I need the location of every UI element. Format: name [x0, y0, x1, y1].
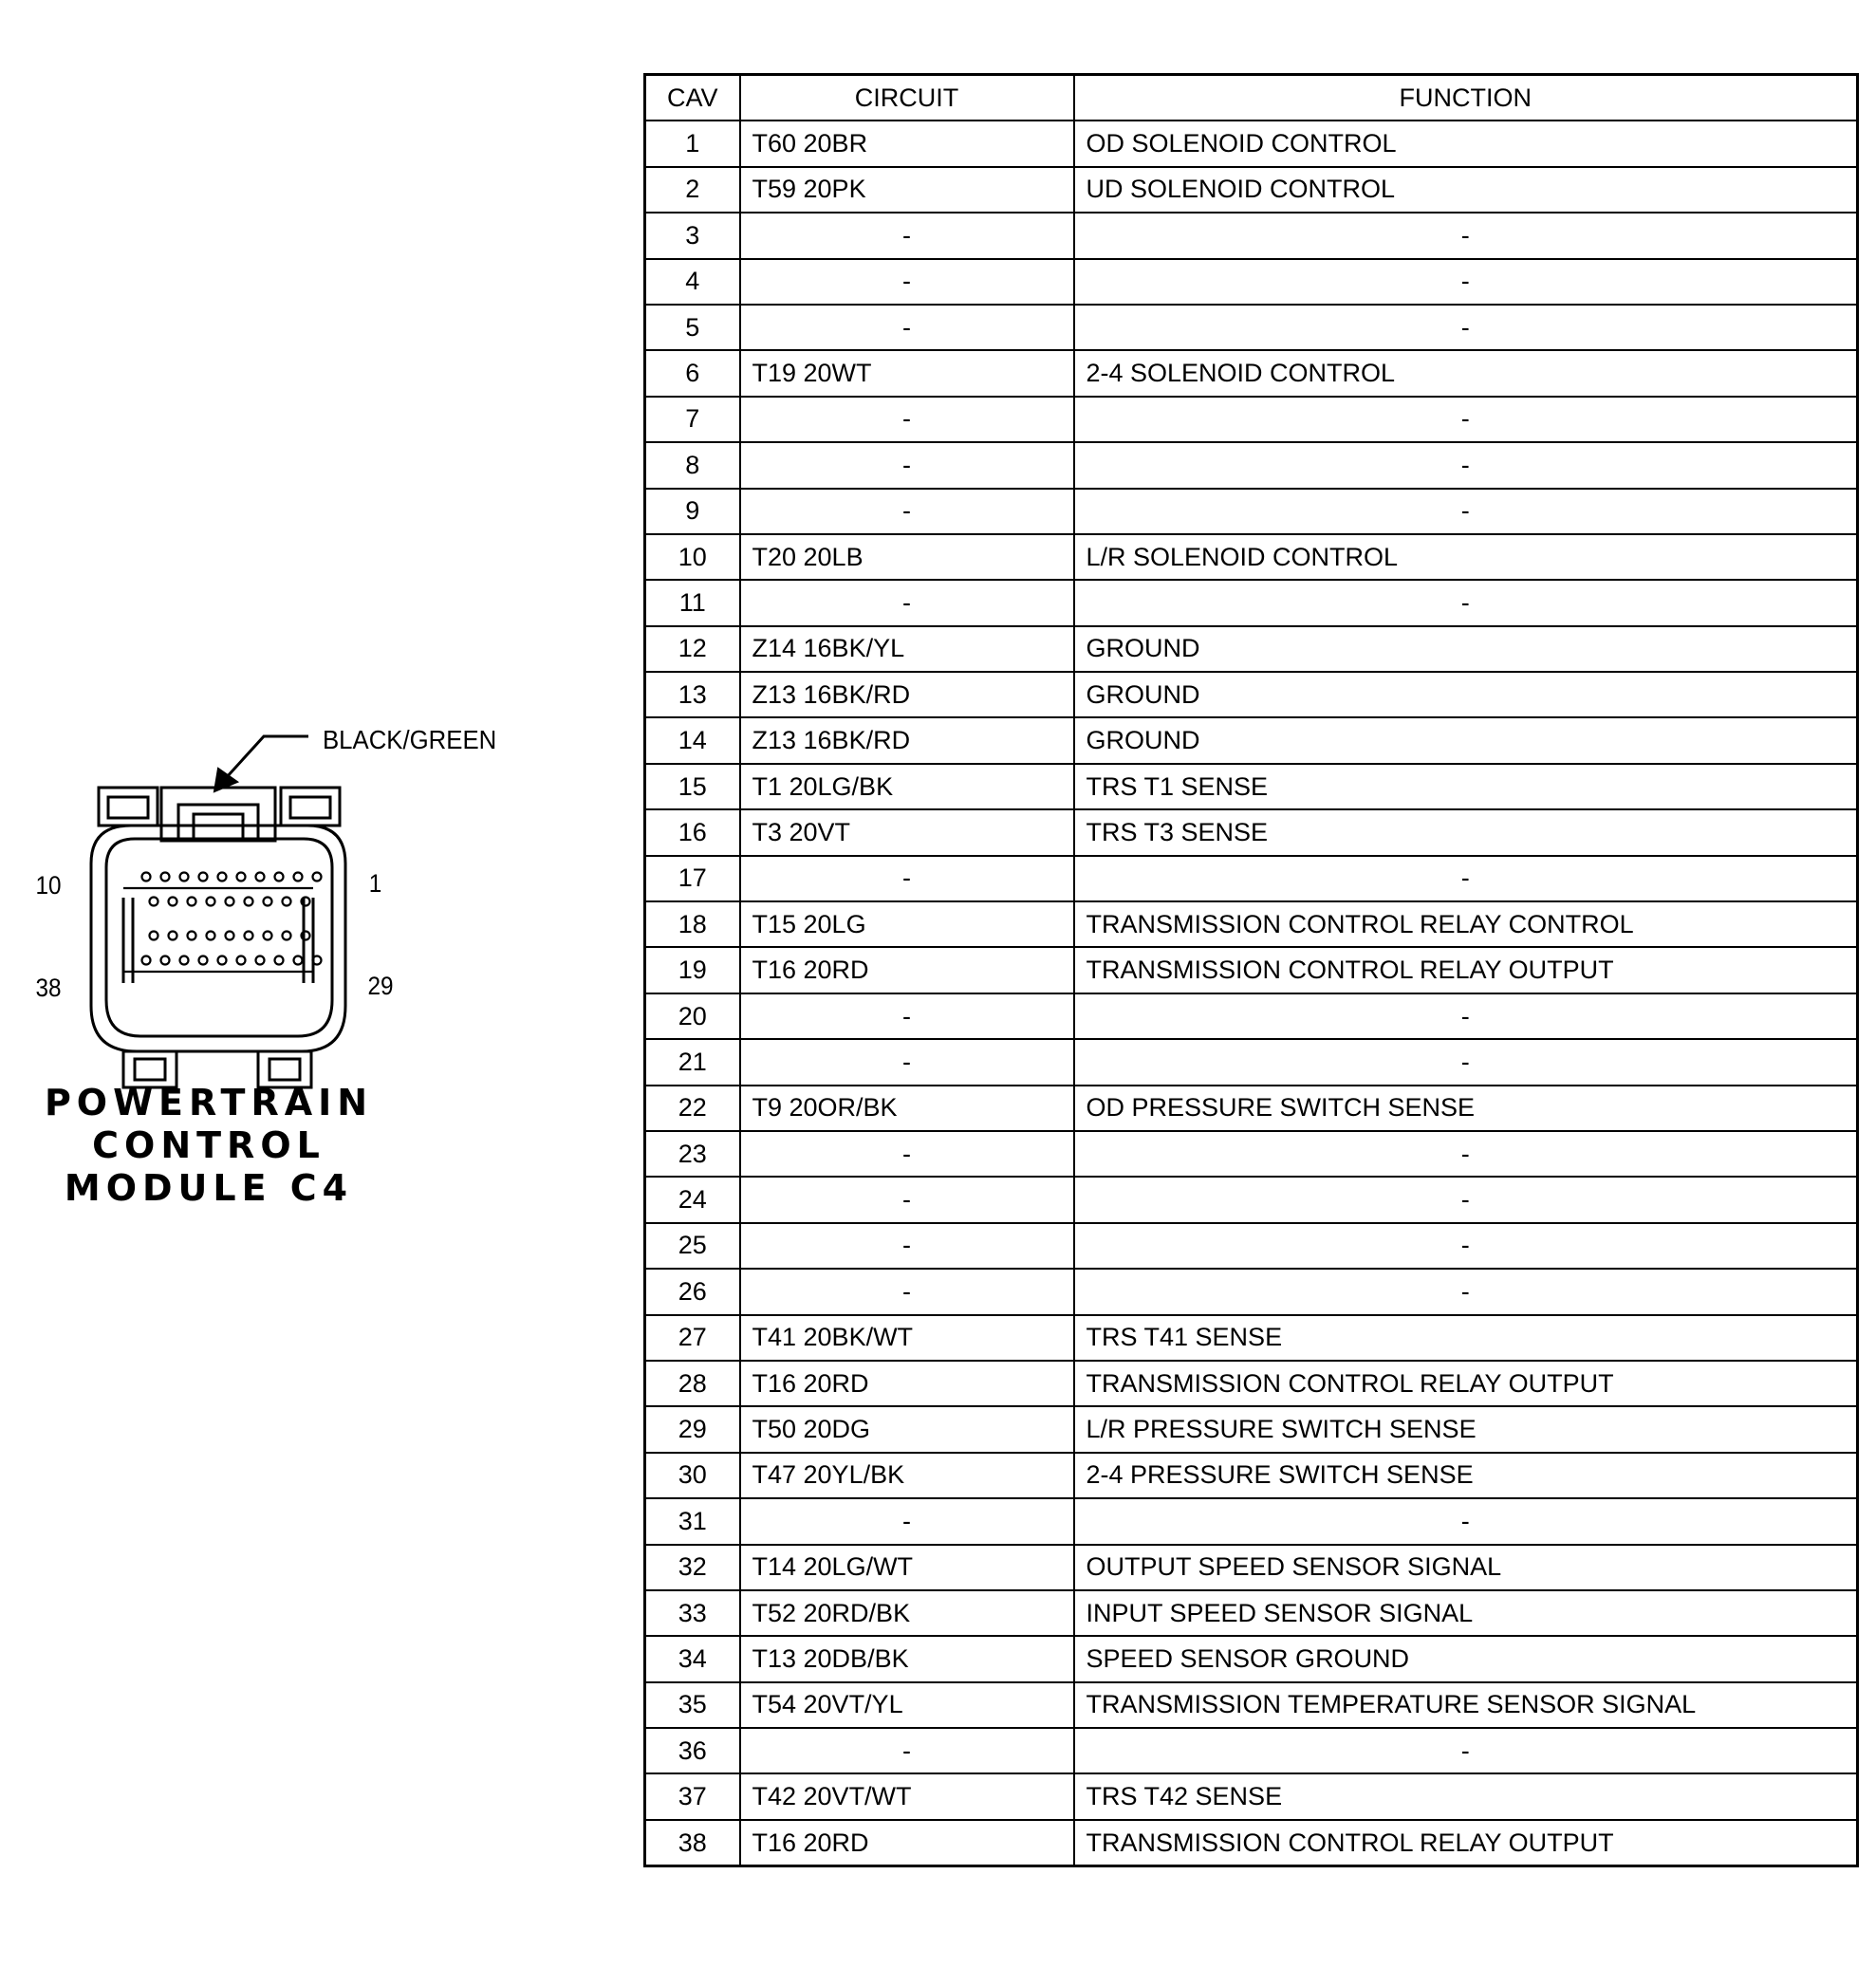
function-cell: TRANSMISSION CONTROL RELAY OUTPUT: [1074, 947, 1858, 993]
cav-cell: 7: [645, 397, 740, 442]
cav-cell: 17: [645, 856, 740, 901]
cav-cell: 25: [645, 1223, 740, 1269]
circuit-cell: T19 20WT: [740, 350, 1074, 396]
pin-hole: [275, 873, 284, 882]
cav-cell: 36: [645, 1728, 740, 1773]
pin-hole: [294, 873, 303, 882]
table-row: [645, 397, 1858, 442]
table-row: [645, 1545, 1858, 1590]
circuit-cell: T52 20RD/BK: [740, 1590, 1074, 1636]
cav-cell: 28: [645, 1361, 740, 1406]
table-row: [645, 947, 1858, 993]
function-cell: TRS T3 SENSE: [1074, 809, 1858, 855]
table-row: [645, 1682, 1858, 1728]
pin-hole: [218, 873, 227, 882]
tab-top-right-inner: [290, 797, 330, 818]
circuit-cell: -: [740, 580, 1074, 625]
cav-cell: 2: [645, 167, 740, 213]
header-circuit: CIRCUIT: [740, 75, 1074, 121]
table-row: [645, 305, 1858, 350]
table-row: [645, 259, 1858, 305]
table-row: [645, 856, 1858, 901]
circuit-cell: -: [740, 1498, 1074, 1544]
table-row: [645, 1590, 1858, 1636]
table-row: [645, 1453, 1858, 1498]
function-cell: TRS T1 SENSE: [1074, 764, 1858, 809]
cav-cell: 20: [645, 993, 740, 1039]
table-header-row: [645, 75, 1858, 121]
connector-diagram: [0, 702, 512, 1271]
table-row: [645, 901, 1858, 947]
table-row: [645, 1636, 1858, 1681]
cav-cell: 29: [645, 1406, 740, 1452]
circuit-cell: -: [740, 1131, 1074, 1177]
function-cell: 2-4 PRESSURE SWITCH SENSE: [1074, 1453, 1858, 1498]
table-row: [645, 1131, 1858, 1177]
cav-cell: 15: [645, 764, 740, 809]
pin-hole: [142, 956, 151, 965]
circuit-cell: -: [740, 397, 1074, 442]
pin-hole: [313, 873, 322, 882]
table-row: [645, 1086, 1858, 1131]
pin-hole: [180, 873, 189, 882]
cav-cell: 31: [645, 1498, 740, 1544]
circuit-cell: T41 20BK/WT: [740, 1315, 1074, 1361]
pin-holes: [123, 873, 322, 973]
function-cell: OD PRESSURE SWITCH SENSE: [1074, 1086, 1858, 1131]
function-cell: -: [1074, 1039, 1858, 1085]
circuit-cell: T54 20VT/YL: [740, 1682, 1074, 1728]
pin-hole: [188, 898, 196, 906]
circuit-cell: -: [740, 856, 1074, 901]
function-cell: TRANSMISSION CONTROL RELAY OUTPUT: [1074, 1820, 1858, 1866]
cav-cell: 12: [645, 626, 740, 672]
cav-cell: 6: [645, 350, 740, 396]
circuit-cell: -: [740, 442, 1074, 488]
cav-cell: 19: [645, 947, 740, 993]
table-row: [645, 1315, 1858, 1361]
table-row: [645, 213, 1858, 258]
function-cell: -: [1074, 1728, 1858, 1773]
pin-label-bottom-right: 29: [367, 972, 394, 1000]
pin-hole: [161, 956, 170, 965]
circuit-cell: -: [740, 489, 1074, 534]
pin-hole: [237, 956, 246, 965]
circuit-cell: T1 20LG/BK: [740, 764, 1074, 809]
function-cell: UD SOLENOID CONTROL: [1074, 167, 1858, 213]
pin-hole: [207, 932, 215, 940]
circuit-cell: T16 20RD: [740, 947, 1074, 993]
cav-cell: 8: [645, 442, 740, 488]
circuit-cell: -: [740, 1728, 1074, 1773]
cav-cell: 27: [645, 1315, 740, 1361]
pin-hole: [264, 898, 272, 906]
cav-cell: 11: [645, 580, 740, 625]
pin-hole: [237, 873, 246, 882]
function-cell: GROUND: [1074, 672, 1858, 717]
cav-cell: 4: [645, 259, 740, 305]
circuit-cell: -: [740, 1177, 1074, 1222]
cav-cell: 14: [645, 717, 740, 763]
pin-hole: [245, 898, 253, 906]
circuit-cell: -: [740, 213, 1074, 258]
circuit-cell: T50 20DG: [740, 1406, 1074, 1452]
circuit-cell: T15 20LG: [740, 901, 1074, 947]
function-cell: -: [1074, 1269, 1858, 1314]
latch-inner: [178, 805, 258, 841]
table-row: [645, 1728, 1858, 1773]
function-cell: TRANSMISSION CONTROL RELAY OUTPUT: [1074, 1361, 1858, 1406]
cav-cell: 9: [645, 489, 740, 534]
table-row: [645, 626, 1858, 672]
pin-hole: [169, 898, 177, 906]
circuit-cell: T16 20RD: [740, 1361, 1074, 1406]
cav-cell: 22: [645, 1086, 740, 1131]
pin-hole: [283, 898, 291, 906]
table-body: [645, 121, 1858, 1865]
table-row: [645, 764, 1858, 809]
cav-cell: 13: [645, 672, 740, 717]
function-cell: -: [1074, 489, 1858, 534]
circuit-cell: T9 20OR/BK: [740, 1086, 1074, 1131]
cav-cell: 26: [645, 1269, 740, 1314]
function-cell: INPUT SPEED SENSOR SIGNAL: [1074, 1590, 1858, 1636]
pin-hole: [199, 956, 208, 965]
pin-hole: [199, 873, 208, 882]
table-row: [645, 1498, 1858, 1544]
foot-right-inner: [269, 1059, 300, 1080]
cav-cell: 21: [645, 1039, 740, 1085]
table-row: [645, 442, 1858, 488]
pin-label-top-right: 1: [368, 869, 382, 898]
header-function: FUNCTION: [1074, 75, 1858, 121]
pin-label-top-left: 10: [35, 871, 62, 900]
foot-left-inner: [135, 1059, 165, 1080]
housing-inner: [106, 839, 332, 1036]
function-cell: 2-4 SOLENOID CONTROL: [1074, 350, 1858, 396]
cav-cell: 24: [645, 1177, 740, 1222]
function-cell: -: [1074, 580, 1858, 625]
circuit-cell: -: [740, 1223, 1074, 1269]
table-row: [645, 1406, 1858, 1452]
function-cell: -: [1074, 993, 1858, 1039]
function-cell: -: [1074, 1498, 1858, 1544]
table-row: [645, 580, 1858, 625]
cav-cell: 10: [645, 534, 740, 580]
function-cell: TRANSMISSION CONTROL RELAY CONTROL: [1074, 901, 1858, 947]
cav-cell: 3: [645, 213, 740, 258]
connector-color-label: BLACK/GREEN: [323, 725, 497, 754]
cav-cell: 38: [645, 1820, 740, 1866]
pin-hole: [256, 873, 265, 882]
circuit-cell: -: [740, 1039, 1074, 1085]
function-cell: TRS T42 SENSE: [1074, 1773, 1858, 1819]
pinout-table: [643, 73, 1859, 1867]
circuit-cell: -: [740, 993, 1074, 1039]
table-row: [645, 672, 1858, 717]
table-row: [645, 1820, 1858, 1866]
circuit-cell: T3 20VT: [740, 809, 1074, 855]
cav-cell: 33: [645, 1590, 740, 1636]
table-row: [645, 809, 1858, 855]
header-cav: CAV: [645, 75, 740, 121]
table-row: [645, 121, 1858, 166]
pin-hole: [142, 873, 151, 882]
function-cell: L/R PRESSURE SWITCH SENSE: [1074, 1406, 1858, 1452]
pin-hole: [150, 932, 158, 940]
table-row: [645, 993, 1858, 1039]
pin-hole: [180, 956, 189, 965]
pin-hole: [161, 873, 170, 882]
function-cell: OUTPUT SPEED SENSOR SIGNAL: [1074, 1545, 1858, 1590]
circuit-cell: -: [740, 1269, 1074, 1314]
function-cell: -: [1074, 1177, 1858, 1222]
circuit-cell: Z14 16BK/YL: [740, 626, 1074, 672]
function-cell: -: [1074, 259, 1858, 305]
circuit-cell: T20 20LB: [740, 534, 1074, 580]
pin-hole: [150, 898, 158, 906]
cav-cell: 35: [645, 1682, 740, 1728]
function-cell: OD SOLENOID CONTROL: [1074, 121, 1858, 166]
table-row: [645, 1361, 1858, 1406]
circuit-cell: T42 20VT/WT: [740, 1773, 1074, 1819]
cav-cell: 18: [645, 901, 740, 947]
pin-hole: [169, 932, 177, 940]
function-cell: L/R SOLENOID CONTROL: [1074, 534, 1858, 580]
pin-hole: [207, 898, 215, 906]
table-row: [645, 534, 1858, 580]
pin-hole: [218, 956, 227, 965]
circuit-cell: T47 20YL/BK: [740, 1453, 1074, 1498]
pin-label-bottom-left: 38: [35, 974, 62, 1002]
circuit-cell: T59 20PK: [740, 167, 1074, 213]
pin-hole: [275, 956, 284, 965]
function-cell: -: [1074, 442, 1858, 488]
function-cell: -: [1074, 1131, 1858, 1177]
pin-hole: [188, 932, 196, 940]
function-cell: GROUND: [1074, 717, 1858, 763]
circuit-cell: T16 20RD: [740, 1820, 1074, 1866]
connector-title-line-2: CONTROL: [92, 1124, 325, 1166]
pin-hole: [226, 932, 234, 940]
cav-cell: 32: [645, 1545, 740, 1590]
function-cell: TRS T41 SENSE: [1074, 1315, 1858, 1361]
table-row: [645, 350, 1858, 396]
function-cell: TRANSMISSION TEMPERATURE SENSOR SIGNAL: [1074, 1682, 1858, 1728]
cav-cell: 16: [645, 809, 740, 855]
circuit-cell: -: [740, 259, 1074, 305]
cav-cell: 37: [645, 1773, 740, 1819]
connector-title-line-3: MODULE C4: [64, 1167, 354, 1209]
pin-hole: [226, 898, 234, 906]
table-row: [645, 1269, 1858, 1314]
cav-cell: 5: [645, 305, 740, 350]
table-row: [645, 1039, 1858, 1085]
pin-hole: [256, 956, 265, 965]
circuit-cell: T14 20LG/WT: [740, 1545, 1074, 1590]
function-cell: -: [1074, 856, 1858, 901]
table-row: [645, 1223, 1858, 1269]
circuit-cell: -: [740, 305, 1074, 350]
circuit-cell: T13 20DB/BK: [740, 1636, 1074, 1681]
function-cell: -: [1074, 1223, 1858, 1269]
table-row: [645, 1773, 1858, 1819]
function-cell: -: [1074, 213, 1858, 258]
connector-title-line-1: POWERTRAIN: [44, 1082, 374, 1123]
leader-line: [226, 736, 308, 778]
circuit-cell: Z13 16BK/RD: [740, 672, 1074, 717]
cav-cell: 1: [645, 121, 740, 166]
connector-title: [38, 1082, 380, 1210]
function-cell: GROUND: [1074, 626, 1858, 672]
function-cell: SPEED SENSOR GROUND: [1074, 1636, 1858, 1681]
circuit-cell: T60 20BR: [740, 121, 1074, 166]
function-cell: -: [1074, 305, 1858, 350]
pin-hole: [264, 932, 272, 940]
tab-top-left-inner: [108, 797, 148, 818]
table-row: [645, 489, 1858, 534]
table-row: [645, 1177, 1858, 1222]
cav-cell: 34: [645, 1636, 740, 1681]
cav-cell: 30: [645, 1453, 740, 1498]
pin-hole: [283, 932, 291, 940]
pin-hole: [245, 932, 253, 940]
cav-cell: 23: [645, 1131, 740, 1177]
function-cell: -: [1074, 397, 1858, 442]
circuit-cell: Z13 16BK/RD: [740, 717, 1074, 763]
table-row: [645, 717, 1858, 763]
pin-hole: [294, 956, 303, 965]
table-row: [645, 167, 1858, 213]
